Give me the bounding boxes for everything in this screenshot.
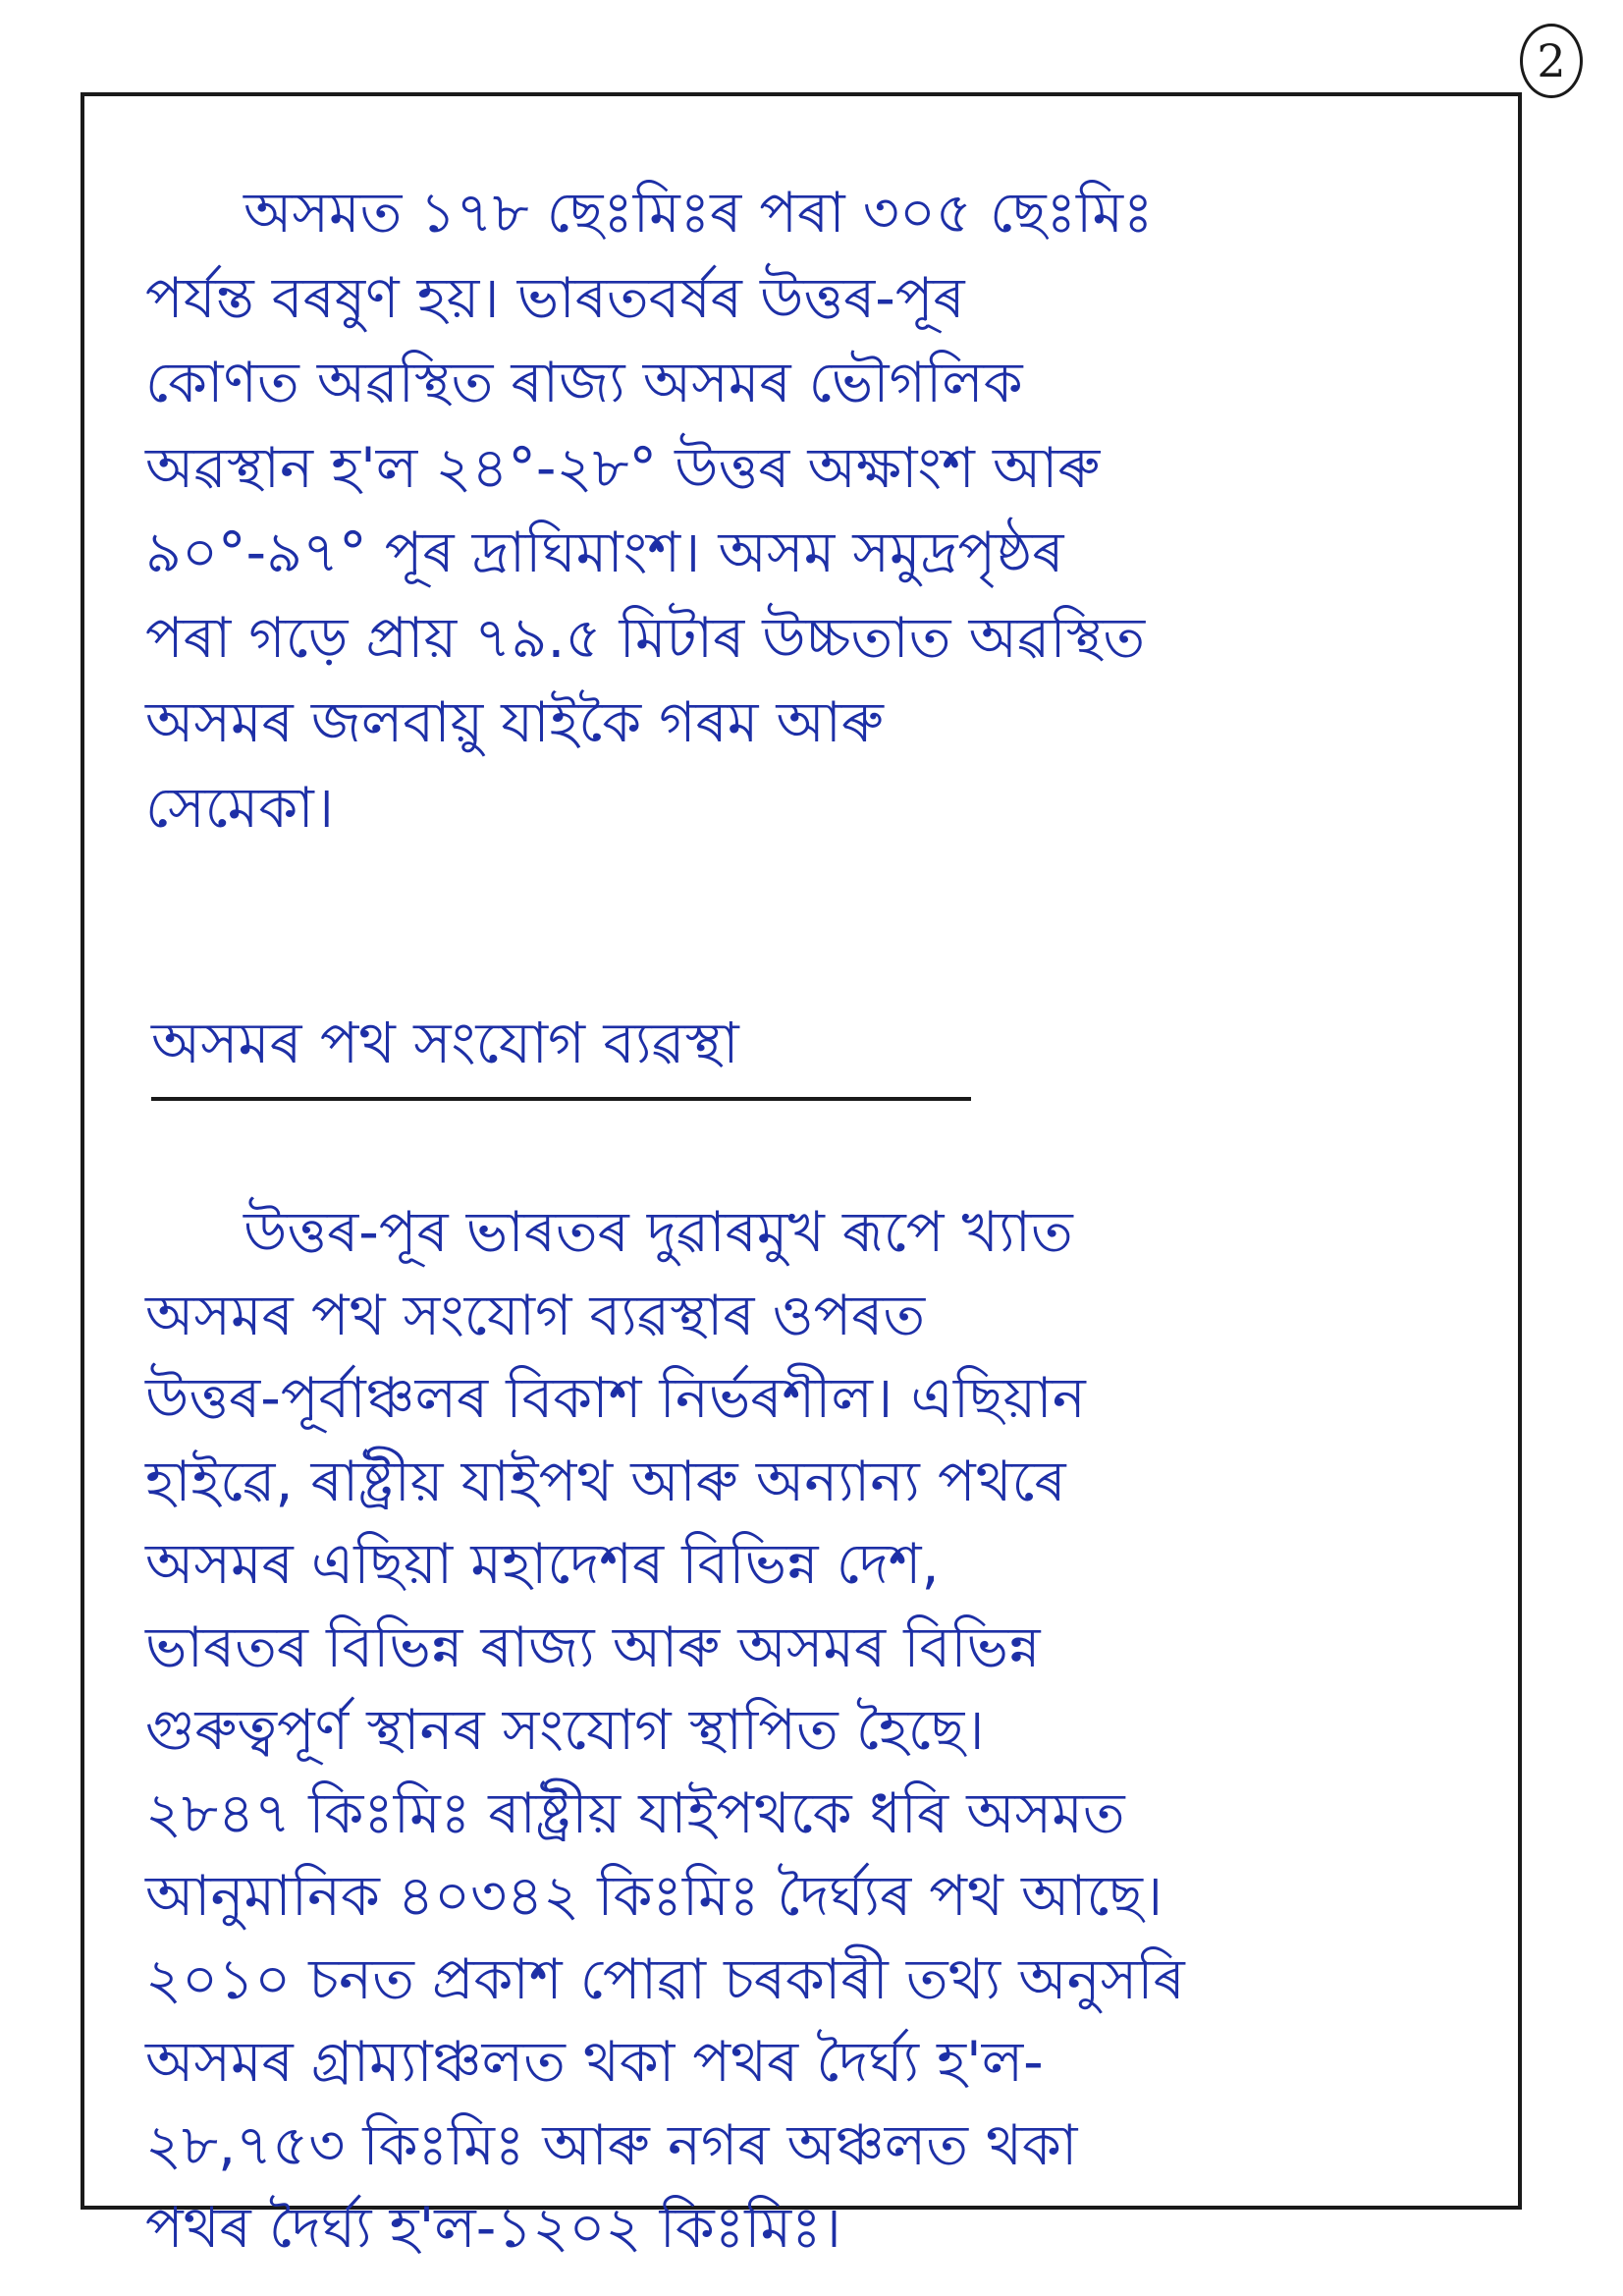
paragraph-line: অসমৰ এছিয়া মহাদেশৰ বিভিন্ন দেশ, xyxy=(145,1532,940,1597)
paragraph-line: ২০১০ চনত প্ৰকাশ পোৱা চৰকাৰী তথ্য অনুসৰি xyxy=(145,1946,1185,2012)
paragraph-line: উত্তৰ-পূৰ ভাৰতৰ দুৱাৰমুখ ৰূপে খ্যাত xyxy=(243,1200,1073,1265)
page-border xyxy=(81,92,1522,2261)
paragraph-line: ২৮,৭৫৩ কিঃমিঃ আৰু নগৰ অঞ্চলত থকা xyxy=(145,2112,1078,2178)
page-number xyxy=(1520,24,1583,98)
paragraph-line: কোণত অৱস্থিত ৰাজ্য অসমৰ ভৌগলিক xyxy=(145,351,1023,415)
paragraph-line: পথৰ দৈর্ঘ্য হ'ল-১২০২ কিঃমিঃ। xyxy=(145,2196,841,2261)
paragraph-line: অসমত ১৭৮ ছেঃমিঃৰ পৰা ৩০৫ ছেঃমিঃ xyxy=(243,181,1154,246)
paragraph-line: গুৰুত্বপূর্ণ স্থানৰ সংযোগ স্থাপিত হৈছে। xyxy=(145,1698,985,1763)
paragraph-line: উত্তৰ-পূর্বাঞ্চলৰ বিকাশ নির্ভৰশীল। এছিয়ান xyxy=(145,1366,1086,1431)
paragraph-line: আনুমানিক ৪০৩৪২ কিঃমিঃ দৈর্ঘ্যৰ পথ আছে। xyxy=(145,1864,1163,1929)
page-number-value: 2 xyxy=(1537,34,1566,87)
paragraph-line: পৰা গড়ে প্ৰায় ৭৯.৫ মিটাৰ উচ্চতাত অৱস্থিত xyxy=(145,605,1146,671)
paragraph-line: ৯০°-৯৭° পূৰ দ্ৰাঘিমাংশ। অসম সমুদ্ৰপৃষ্ঠৰ xyxy=(145,520,1064,585)
heading-underline xyxy=(151,1097,971,1101)
paragraph-line: অৱস্থান হ'ল ২৪°-২৮° উত্তৰ অক্ষাংশ আৰু xyxy=(145,435,1101,501)
section-heading: অসমৰ পথ সংযোগ ব্যৱস্থা xyxy=(151,1010,739,1076)
paragraph-line: হাইৱে, ৰাষ্ট্ৰীয় যাইপথ আৰু অন্যান্য পথৰে xyxy=(145,1449,1066,1514)
road-network-paragraph xyxy=(145,1191,1500,2270)
paragraph-line: পর্যন্ত বৰষুণ হয়। ভাৰতবর্ষৰ উত্তৰ-পূৰ xyxy=(145,265,965,331)
paragraph-line: ভাৰতৰ বিভিন্ন ৰাজ্য আৰু অসমৰ বিভিন্ন xyxy=(145,1614,1041,1680)
paragraph-line: অসমৰ পথ সংযোগ ব্যৱস্থাৰ ওপৰত xyxy=(145,1283,926,1348)
paragraph-line: অসমৰ গ্ৰাম্যাঞ্চলত থকা পথৰ দৈর্ঘ্য হ'ল- xyxy=(145,2030,1044,2095)
paragraph-line: সেমেকা। xyxy=(145,775,335,841)
paragraph-line: অসমৰ জলবায়ু যাইকৈ গৰম আৰু xyxy=(145,690,884,755)
paragraph-line: ২৮৪৭ কিঃমিঃ ৰাষ্ট্ৰীয় যাইপথকে ধৰি অসমত xyxy=(145,1780,1125,1846)
climate-paragraph xyxy=(145,171,1500,850)
